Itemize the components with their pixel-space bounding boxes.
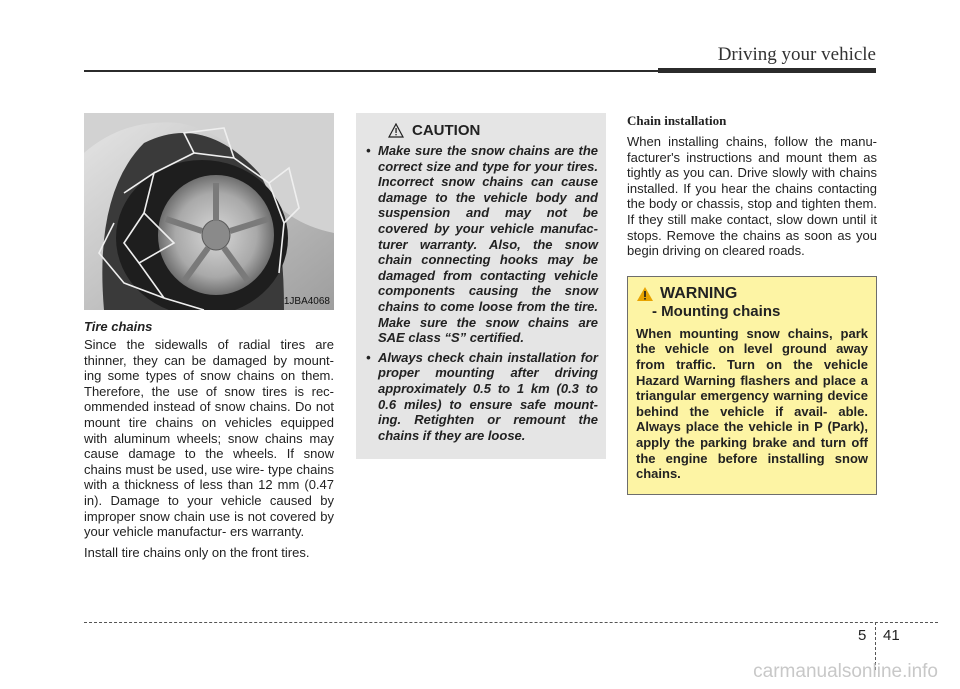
- caution-title: CAUTION: [412, 122, 481, 139]
- page-number: 41: [883, 627, 900, 644]
- watermark: carmanualsonline.info: [753, 661, 938, 682]
- footer-rule: [84, 622, 938, 623]
- chain-installation-paragraph: When installing chains, follow the manu- facturer's instructions and mount them as tightly as you can. Drive slowly with chains installed. If you hear the chains contacting the body or chassis, stop and tighten them. If they still make contact, slow down until it stops. Remove the chains as soon as you begin driving on cleared roads.: [627, 134, 877, 259]
- warning-title: WARNING: [660, 284, 738, 302]
- caution-item: • Always check chain installation for proper mounting after driving approximately 0.5 to 1 km (0.3 to 0.6 miles) to ensure safe mount- ing. Retighten or remount the chains if they are loose.: [366, 350, 598, 444]
- warning-subtitle: - Mounting chains: [652, 302, 781, 320]
- header-rule-accent: [658, 68, 876, 73]
- tire-chains-paragraph: Since the sidewalls of radial tires are thinner, they can be damaged by mount- ing some types of snow chains on them. Therefore, the use of snow tires is rec- ommended instead of snow chains. Do not mount tire chains on vehicles equipped with aluminum wheels; snow chains may cause damage to the wheels. If snow chains must be used, use wire- type chains with a thickness of less than 12 mm (0.47 in). Damage to your vehicle caused by improper snow chain use is not covered by your vehicle manufactur- ers warranty.: [84, 337, 334, 540]
- caution-box: [356, 113, 606, 459]
- caution-triangle-icon: [388, 123, 404, 138]
- tire-chains-heading: Tire chains: [84, 319, 153, 334]
- column-right: [627, 113, 877, 495]
- warning-text: When mounting snow chains, park the vehicle on level ground away from traffic. Turn on the vehicle Hazard Warning flashers and place a triangular emergency warning device behind the vehicle if avail- able. Always place the vehicle in P (Park), apply the parking brake and turn off the engine before installing snow chains.: [636, 325, 868, 482]
- tire-chain-photo: [84, 113, 334, 310]
- column-middle: [356, 113, 606, 459]
- warning-triangle-icon: [636, 286, 654, 302]
- warning-box: [627, 276, 877, 495]
- caution-list: [366, 143, 598, 443]
- tire-chain-illustration: [84, 113, 334, 310]
- figure-code: 1JBA4068: [283, 296, 330, 307]
- chain-installation-heading: Chain installation: [627, 113, 727, 128]
- section-title: Driving your vehicle: [717, 44, 876, 65]
- column-left: [84, 113, 334, 565]
- front-tires-paragraph: Install tire chains only on the front tires.: [84, 544, 310, 560]
- chapter-number: 5: [858, 627, 867, 644]
- caution-item: • Make sure the snow chains are the correct size and type for your tires. Incorrect snow chains can cause damage to the vehicle body and suspension and may not be covered by your vehicle manufac- turer warranty. Also, the snow chain connecting hooks may be damaged from contacting vehicle components causing the snow chains to come loose from the tire. Make sure the snow chains are SAE class “S” certified.: [366, 143, 598, 346]
